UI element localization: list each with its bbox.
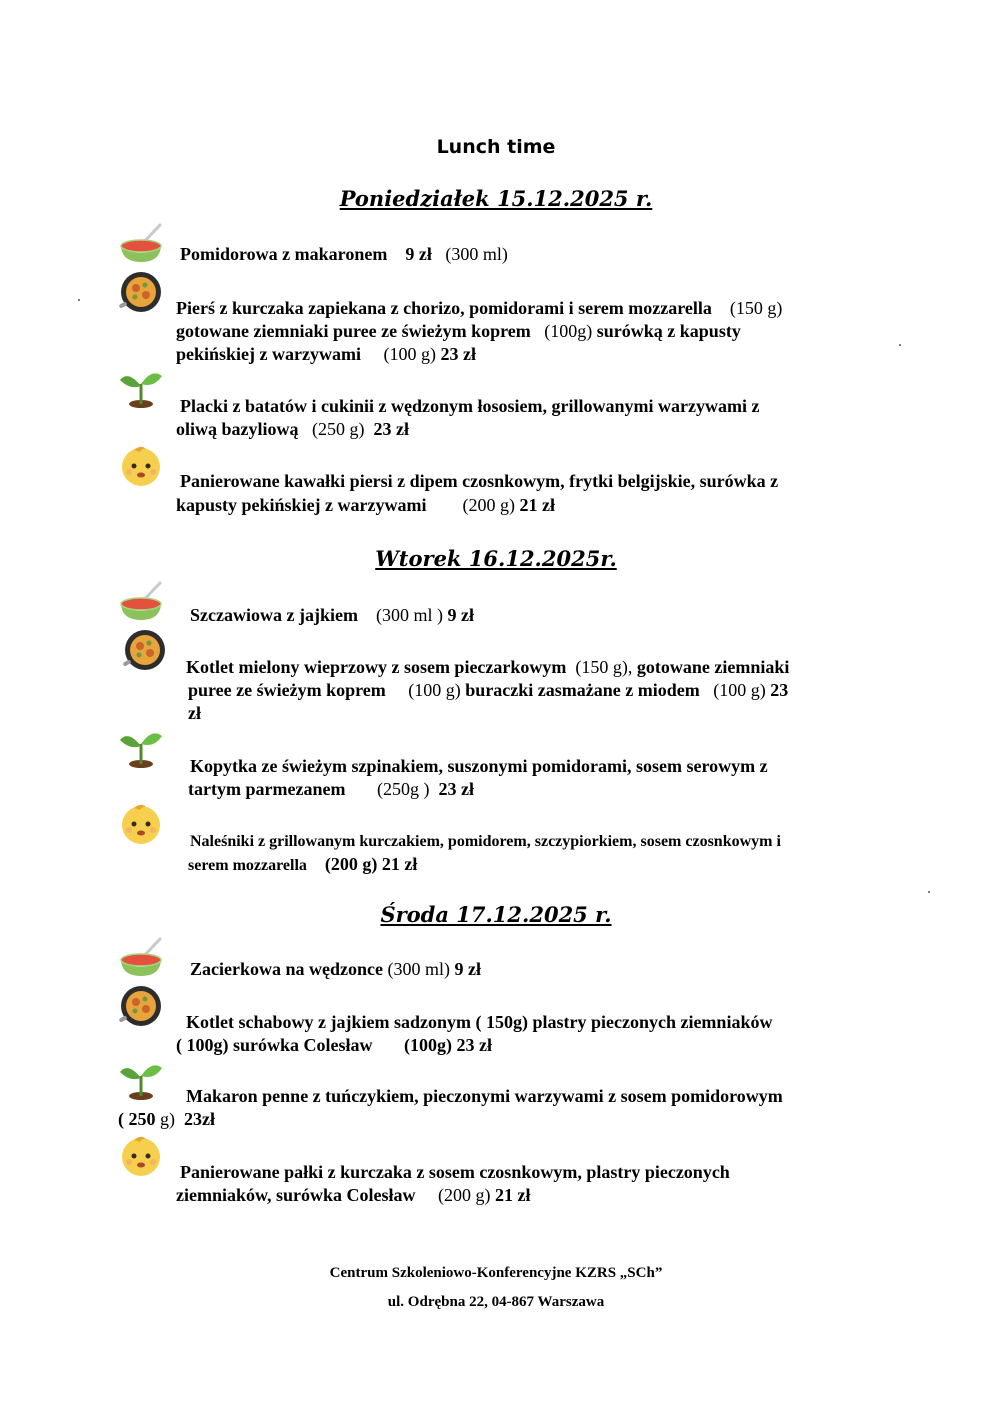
page-title: Lunch time: [436, 136, 556, 158]
scan-dot: [928, 891, 930, 893]
menu-item: serem mozzarella (200 g) 21 zł: [188, 854, 418, 874]
menu-item: Kotlet mielony wieprzowy z sosem pieczarkowym (150 g), gotowane ziemniaki: [186, 657, 790, 677]
menu-item: Kotlet schabowy z jajkiem sadzonym ( 150g) plastry pieczonych ziemniaków: [186, 1012, 773, 1032]
seedling-icon: [118, 364, 164, 410]
footer-venue: Centrum Szkoleniowo-Konferencyjne KZRS „SCh”: [329, 1265, 663, 1281]
menu-item: Panierowane kawałki piersi z dipem czosnkowym, frytki belgijskie, surówka z: [180, 471, 779, 491]
day-heading: Wtorek 16.12.2025r.: [375, 546, 617, 571]
menu-item: tartym parmezanem (250g ) 23 zł: [188, 779, 474, 799]
footer-address: ul. Odrębna 22, 04-867 Warszawa: [387, 1294, 605, 1310]
paella-pan-icon: [118, 982, 164, 1028]
menu-item: puree ze świeżym koprem (100 g) buraczki zasmażane z miodem (100 g) 23: [188, 680, 789, 700]
menu-item: Pierś z kurczaka zapiekana z chorizo, pomidorami i serem mozzarella (150 g): [176, 298, 783, 318]
menu-item: Szczawiowa z jajkiem (300 ml ) 9 zł: [190, 605, 474, 625]
menu-item: Zacierkowa na wędzonce (300 ml) 9 zł: [190, 959, 481, 979]
menu-item: Placki z batatów i cukinii z wędzonym łososiem, grillowanymi warzywami z: [180, 396, 760, 416]
baby-face-icon: [118, 442, 164, 488]
paella-pan-icon: [122, 626, 168, 672]
seedling-icon: [118, 724, 164, 770]
soup-bowl-icon: [118, 936, 164, 982]
soup-bowl-icon: [118, 222, 164, 268]
seedling-icon: [118, 1056, 164, 1102]
menu-item: Kopytka ze świeżym szpinakiem, suszonymi pomidorami, sosem serowym z: [190, 756, 768, 776]
menu-item: zł: [188, 703, 201, 723]
scan-dot: [78, 299, 80, 301]
menu-item: gotowane ziemniaki puree ze świeżym koprem (100g) surówką z kapusty: [176, 321, 741, 341]
scan-dot: [899, 344, 901, 346]
soup-bowl-icon: [118, 580, 164, 626]
day-heading: Środa 17.12.2025 r.: [380, 902, 612, 927]
menu-item: ( 100g) surówka Colesław (100g) 23 zł: [176, 1035, 492, 1055]
menu-item: ( 250 g) 23zł: [118, 1109, 215, 1129]
day-heading: Poniedziałek 15.12.2025 r.: [339, 186, 653, 211]
menu-item: Panierowane pałki z kurczaka z sosem czosnkowym, plastry pieczonych: [180, 1162, 730, 1182]
menu-item: Naleśniki z grillowanym kurczakiem, pomidorem, szczypiorkiem, sosem czosnkowym i: [190, 833, 781, 850]
menu-item: oliwą bazyliową (250 g) 23 zł: [176, 419, 410, 439]
menu-item: kapusty pekińskiej z warzywami (200 g) 21 zł: [176, 495, 556, 515]
menu-item: Makaron penne z tuńczykiem, pieczonymi warzywami z sosem pomidorowym: [186, 1086, 783, 1106]
menu-item: Pomidorowa z makaronem 9 zł (300 ml): [180, 244, 508, 264]
baby-face-icon: [118, 800, 164, 846]
baby-face-icon: [118, 1132, 164, 1178]
menu-item: ziemniaków, surówka Colesław (200 g) 21 zł: [176, 1185, 531, 1205]
menu-item: pekińskiej z warzywami (100 g) 23 zł: [176, 344, 476, 364]
paella-pan-icon: [118, 268, 164, 314]
